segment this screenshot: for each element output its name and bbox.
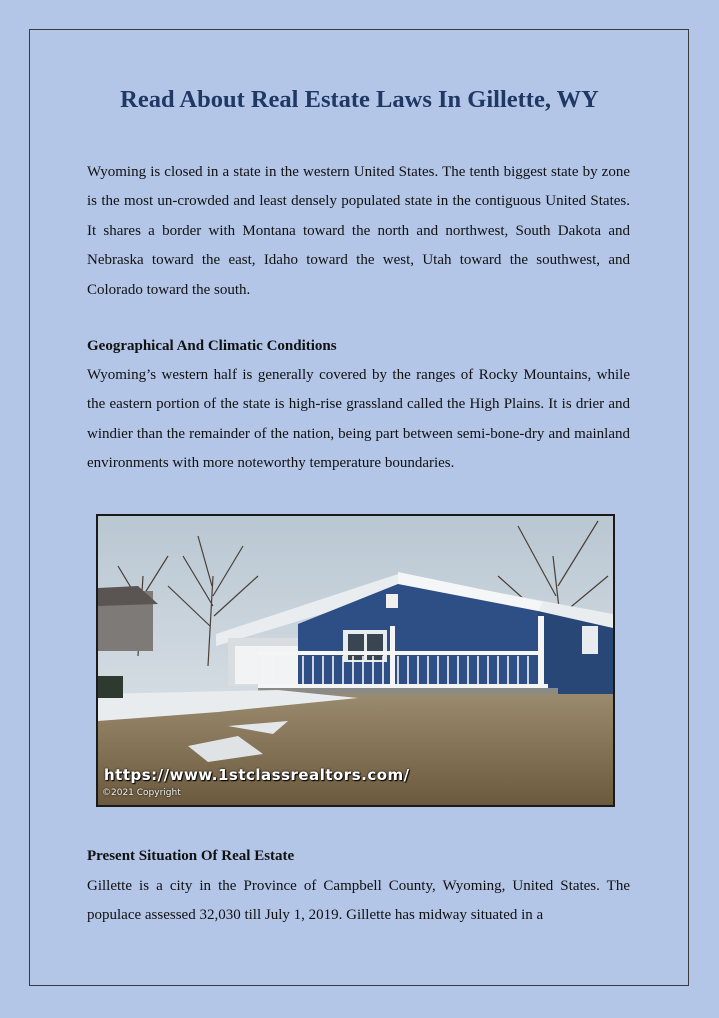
photo-copyright: ©2021 Copyright xyxy=(102,788,181,798)
section-heading-geography: Geographical And Climatic Conditions xyxy=(87,338,337,354)
real-estate-paragraph: Gillette is a city in the Province of Campbell County, Wyoming, United States. The populace assessed 32,030 till July 1, 2019. Gillette has midway situated in a xyxy=(87,878,630,924)
house-photo xyxy=(96,514,615,807)
house-illustration xyxy=(98,516,613,805)
geography-paragraph: Wyoming’s western half is generally covered by the ranges of Rocky Mountains, while the eastern portion of the state is high-rise grassland called the High Plains. It is drier and windier than the remainder of the nation, being part between semi-bone-dry and mainland environments with more noteworthy temperature boundaries. xyxy=(87,367,630,472)
document-title: Read About Real Estate Laws In Gillette, WY xyxy=(120,86,599,113)
photo-watermark-url: https://www.1stclassrealtors.com/ xyxy=(104,766,410,784)
intro-paragraph: Wyoming is closed in a state in the western United States. The tenth biggest state by zone is the most un-crowded and least densely populated state in the contiguous United States. It shares a border with Montana toward the north and northwest, South Dakota and Nebraska toward the east, Idaho toward the west, Utah toward the southwest, and Colorado toward the south. xyxy=(87,164,630,298)
section-heading-real-estate: Present Situation Of Real Estate xyxy=(87,848,295,864)
